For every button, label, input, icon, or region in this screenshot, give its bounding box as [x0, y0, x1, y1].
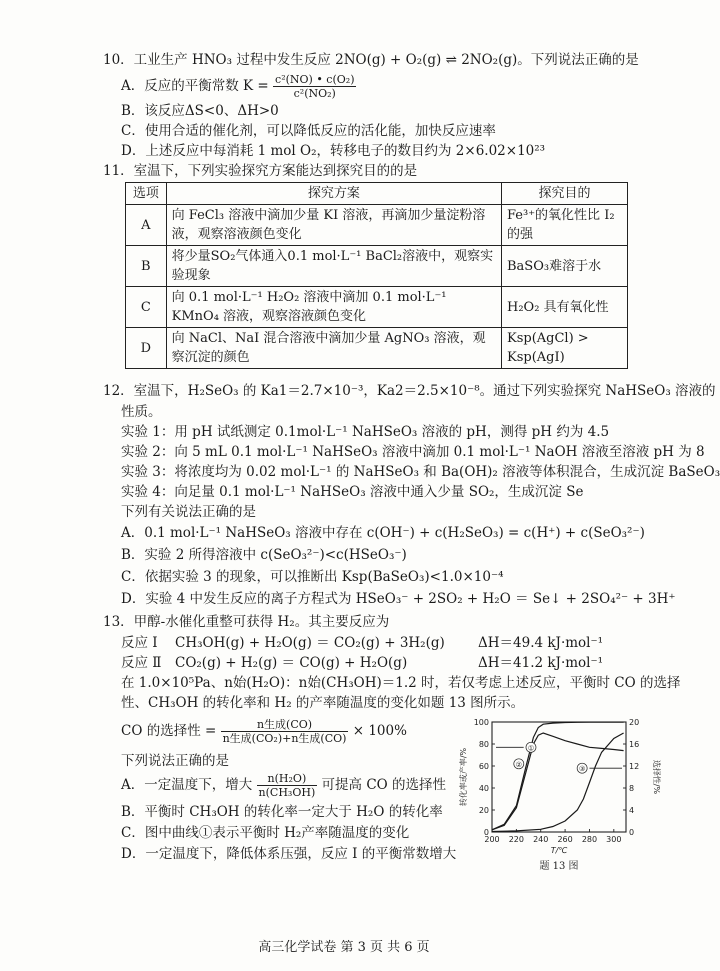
selectivity-numerator: n生成(CO)	[221, 718, 349, 732]
chart-series	[492, 722, 624, 831]
y2-tick-label: 16	[629, 740, 640, 749]
q13-stem: 13．甲醇-水催化重整可获得 H₂。其主要反应为	[103, 614, 390, 630]
row-option: A	[126, 205, 167, 246]
series-label-3: ③	[579, 765, 586, 774]
y-axis-label: 转化率或产率/%	[459, 747, 468, 807]
row-goal: Ksp(AgCl) > Ksp(AgI)	[501, 328, 627, 369]
series-label-2: ②	[515, 760, 522, 769]
q11-table	[125, 182, 628, 369]
y-tick-label: 20	[478, 806, 489, 815]
row-option: C	[126, 287, 167, 328]
selectivity-label: CO 的选择性 =	[121, 723, 217, 739]
q12-experiment-1: 实验 1：用 pH 试纸测定 0.1mol·L⁻¹ NaHSeO₃ 溶液的 pH，测得 pH 约为 4.5	[121, 424, 610, 440]
q13-reaction-2-label: 反应 Ⅱ	[121, 655, 162, 671]
q13-a-numerator: n(H₂O)	[257, 772, 318, 786]
y2-tick-label: 8	[629, 784, 635, 793]
chart-title: 题 13 图	[539, 861, 579, 872]
y2-tick-label: 20	[629, 718, 640, 727]
table-row	[126, 205, 628, 246]
q12-experiment-4: 实验 4：向足量 0.1 mol·L⁻¹ NaHSeO₃ 溶液中通入少量 SO₂，生成沉淀 Se	[121, 484, 584, 500]
q13-reaction-2-enthalpy: ΔH＝41.2 kJ·mol⁻¹	[478, 655, 604, 671]
q13-reaction-2-equation: CO₂(g) + H₂(g) ＝ CO(g) + H₂O(g)	[175, 655, 408, 671]
table-header-goal: 探究目的	[501, 183, 627, 205]
q10-stem: 10．工业生产 HNO₃ 过程中发生反应 2NO(g) + O₂(g) ⇌ 2NO₂(g)。下列说法正确的是	[103, 52, 639, 68]
q13-figure-chart	[458, 714, 660, 874]
q13-a-denominator: n(CH₃OH)	[258, 786, 316, 799]
x-tick-label: 220	[508, 835, 525, 844]
table-row	[126, 328, 628, 369]
q13-option-d: D．一定温度下，降低体系压强，反应 Ⅰ 的平衡常数增大	[121, 846, 457, 862]
row-goal: Fe³⁺的氧化性比 I₂ 的强	[501, 205, 627, 246]
q13-a-prefix: A．一定温度下，增大	[121, 777, 253, 793]
row-plan: 向 FeCl₃ 溶液中滴加少量 KI 溶液，再滴加少量淀粉溶液，观察溶液颜色变化	[166, 205, 501, 246]
selectivity-denominator: n生成(CO₂)+n生成(CO)	[222, 732, 347, 745]
q10-a-fraction	[273, 73, 356, 100]
x-tick-label: 240	[533, 835, 549, 844]
q12-option-c: C．依据实验 3 的现象，可以推断出 Ksp(BaSeO₃)<1.0×10⁻⁴	[121, 569, 504, 585]
q13-option-b: B．平衡时 CH₃OH 的转化率一定大于 H₂O 的转化率	[121, 804, 443, 820]
q12-option-d: D．实验 4 中发生反应的离子方程式为 HSeO₃⁻ + 2SO₂ + H₂O ＝ Se↓ + 2SO₄²⁻ + 3H⁺	[121, 591, 676, 607]
x-tick-label: 200	[484, 835, 500, 844]
row-plan: 将少量SO₂气体通入0.1 mol·L⁻¹ BaCl₂溶液中，观察实验现象	[166, 246, 501, 287]
q12-experiment-3: 实验 3：将浓度均为 0.02 mol·L⁻¹ 的 NaHSeO₃ 和 Ba(OH)₂ 溶液等体积混合，生成沉淀 BaSeO₃	[121, 464, 720, 480]
row-goal: BaSO₃难溶于水	[501, 246, 627, 287]
q12-experiment-2: 实验 2：向 5 mL 0.1 mol·L⁻¹ NaHSeO₃ 溶液中滴加 0.1 mol·L⁻¹ NaOH 溶液至溶液 pH 为 8	[121, 444, 705, 460]
q11-stem: 11．室温下，下列实验探究方案能达到探究目的的是	[103, 163, 418, 179]
row-option: D	[126, 328, 167, 369]
row-option: B	[126, 246, 167, 287]
q10-a-numerator: c²(NO) • c(O₂)	[275, 73, 355, 86]
table-header-option: 选项	[126, 183, 167, 205]
y-tick-label: 80	[478, 740, 489, 749]
q10-option-b: B．该反应ΔS<0、ΔH>0	[121, 103, 279, 119]
series-line-3	[492, 733, 624, 832]
y-tick-label: 40	[478, 784, 489, 793]
y2-tick-label: 0	[629, 828, 635, 837]
q13-prompt: 下列说法正确的是	[121, 753, 229, 769]
y-tick-label: 60	[478, 762, 489, 771]
table-header-row	[126, 183, 628, 205]
q12-option-a: A．0.1 mol·L⁻¹ NaHSeO₃ 溶液中存在 c(OH⁻) + c(H₂SeO₃) = c(H⁺) + c(SeO₃²⁻)	[121, 525, 645, 541]
row-plan: 向 0.1 mol·L⁻¹ H₂O₂ 溶液中滴加 0.1 mol·L⁻¹ KMnO₄ 溶液，观察溶液颜色变化	[166, 287, 501, 328]
row-plan: 向 NaCl、NaI 混合溶液中滴加少量 AgNO₃ 溶液，观察沉淀的颜色	[166, 328, 501, 369]
table-row	[126, 287, 628, 328]
y2-tick-label: 4	[629, 806, 635, 815]
q10-option-a	[121, 73, 356, 100]
q12-stem-line2: 性质。	[121, 404, 162, 420]
q12-prompt: 下列有关说法正确的是	[121, 504, 256, 520]
q13-reaction-1-enthalpy: ΔH＝49.4 kJ·mol⁻¹	[478, 635, 604, 651]
q10-option-d: D．上述反应中每消耗 1 mol O₂，转移电子的数目约为 2×6.02×10²³	[121, 143, 546, 159]
q13-a-suffix: 可提高 CO 的选择性	[321, 777, 447, 793]
q12-stem-line1: 12．室温下，H₂SeO₃ 的 Ka1＝2.7×10⁻³，Ka2＝2.5×10⁻⁸。通过下列实验探究 NaHSeO₃ 溶液的	[103, 383, 716, 399]
y2-tick-label: 12	[629, 762, 640, 771]
x-tick-label: 260	[557, 835, 573, 844]
y-tick-label: 0	[483, 828, 489, 837]
y-tick-label: 100	[473, 718, 489, 727]
q13-a-fraction	[257, 772, 318, 799]
y2-axis-label: 选择性/%	[652, 759, 661, 795]
table-row	[126, 246, 628, 287]
q13-option-a	[121, 769, 446, 801]
page-footer: 高三化学试卷 第 3 页 共 6 页	[258, 940, 430, 955]
x-axis-label: T/℃	[550, 846, 568, 855]
q13-condition-line2: 性、CH₃OH 的转化率和 H₂ 的产率随温度的变化如题 13 图所示。	[121, 695, 525, 711]
row-goal: H₂O₂ 具有氧化性	[501, 287, 627, 328]
q10-a-prefix: A．反应的平衡常数 K =	[121, 78, 269, 94]
q13-selectivity-formula	[121, 714, 407, 748]
series-label-1: ①	[527, 744, 535, 753]
q10-a-denominator: c²(NO₂)	[293, 87, 336, 100]
q13-option-c: C．图中曲线①表示平衡时 H₂产率随温度的变化	[121, 825, 410, 841]
q13-condition-line1: 在 1.0×10⁵Pa、n始(H₂O)：n始(CH₃OH)＝1.2 时，若仅考虑上述反应，平衡时 CO 的选择	[121, 675, 681, 691]
x-tick-label: 280	[581, 835, 598, 844]
q12-option-b: B．实验 2 所得溶液中 c(SeO₃²⁻)<c(HSeO₃⁻)	[121, 547, 407, 563]
table-header-plan: 探究方案	[166, 183, 501, 205]
q13-reaction-1-label: 反应 Ⅰ	[121, 635, 158, 651]
selectivity-fraction	[221, 718, 349, 745]
selectivity-tail: × 100%	[352, 723, 407, 739]
q10-option-c: C．使用合适的催化剂，可以降低反应的活化能，加快反应速率	[121, 123, 496, 139]
q13-reaction-1-equation: CH₃OH(g) + H₂O(g) ＝ CO₂(g) + 3H₂(g)	[175, 635, 445, 651]
x-tick-label: 300	[606, 835, 622, 844]
